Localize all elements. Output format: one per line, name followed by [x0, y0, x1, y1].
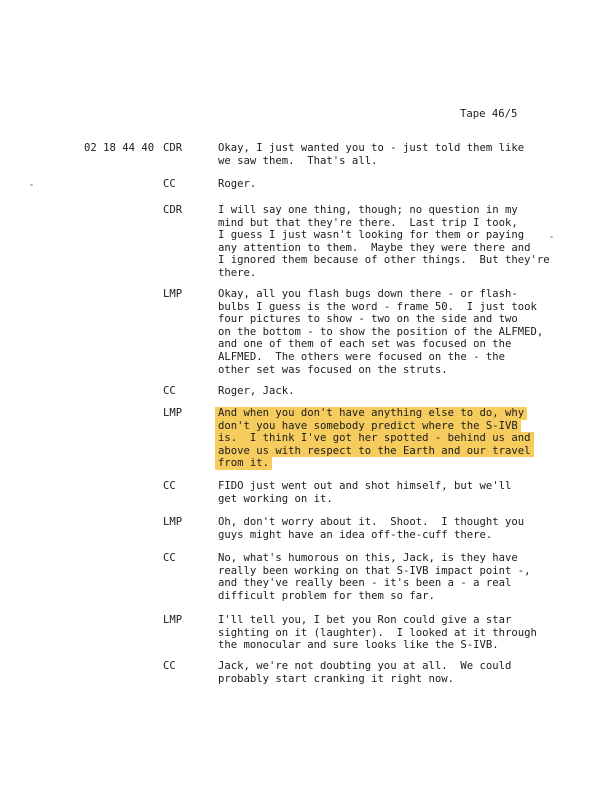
speaker: CDR — [163, 142, 183, 154]
dialogue — [218, 480, 548, 505]
dialogue-line: from it. — [215, 457, 272, 470]
tape-label: Tape 46/5 — [460, 108, 518, 120]
dialogue-line: And when you don't have anything else to do, why — [215, 407, 527, 420]
speaker: CC — [163, 552, 176, 564]
dialogue-line: I guess I just wasn't looking for them or paying — [218, 229, 525, 242]
dialogue-line: FIDO just went out and shot himself, but we'll — [218, 480, 512, 492]
dialogue-line: is. I think I've got her spotted - behind us and — [215, 432, 534, 445]
dialogue-line: there. — [218, 266, 257, 279]
dialogue-line: I'll tell you, I bet you Ron could give a star — [218, 614, 512, 626]
dialogue-line: sighting on it (laughter). I looked at it through — [218, 626, 537, 639]
speaker: LMP — [163, 407, 183, 419]
dialogue-line: bulbs I guess is the word - frame 50. I just took — [218, 300, 537, 313]
dialogue — [218, 660, 548, 685]
dialogue-line: mind but that they're there. Last trip I took, — [218, 216, 518, 229]
dialogue-line: Roger. — [218, 178, 257, 190]
speaker: CC — [163, 480, 176, 492]
dialogue-line: I will say one thing, though; no question in my — [218, 204, 518, 216]
dialogue-line: above us with respect to the Earth and our travel — [215, 445, 534, 458]
dialogue — [218, 516, 548, 541]
dialogue-line: guys might have an idea off-the-cuff there. — [218, 528, 493, 541]
dialogue-line: Jack, we're not doubting you at all. We could — [218, 660, 512, 672]
timestamp: 02 18 44 40 — [84, 142, 155, 154]
dialogue-line: other set was focused on the struts. — [218, 363, 448, 376]
dialogue-line: probably start cranking it right now. — [218, 672, 454, 685]
dialogue-line: and one of them of each set was focused on the — [218, 338, 512, 351]
speaker: LMP — [163, 288, 183, 300]
paper-speck — [30, 184, 33, 186]
speaker: LMP — [163, 614, 183, 626]
dialogue-line: difficult problem for them so far. — [218, 589, 435, 602]
speaker: CDR — [163, 204, 183, 216]
speaker: LMP — [163, 516, 183, 528]
dialogue-line: four pictures to show - two on the side and two — [218, 313, 518, 326]
dialogue-line: the monocular and sure looks like the S-IVB. — [218, 639, 499, 652]
dialogue-line: ALFMED. The others were focused on the - the — [218, 350, 506, 363]
dialogue-line: No, what's humorous on this, Jack, is they have — [218, 552, 518, 564]
highlighted-dialogue — [218, 407, 548, 470]
paper-speck — [550, 236, 553, 238]
dialogue-line: any attention to them. Maybe they were there and — [218, 241, 531, 254]
dialogue-line: don't you have somebody predict where the S-IVB — [215, 420, 521, 433]
dialogue — [218, 142, 548, 167]
dialogue — [218, 288, 548, 376]
dialogue — [218, 204, 548, 280]
dialogue-line: Roger, Jack. — [218, 385, 295, 397]
dialogue-line: really been working on that S-IVB impact point -, — [218, 564, 531, 577]
dialogue-line: I ignored them because of other things. But they're — [218, 254, 550, 267]
dialogue-line: and they've really been - it's been a - a real — [218, 577, 512, 590]
dialogue-line: Okay, I just wanted you to - just told them like — [218, 142, 525, 154]
dialogue-line: we saw them. That's all. — [218, 154, 378, 167]
dialogue — [218, 552, 548, 602]
speaker: CC — [163, 385, 176, 397]
dialogue-line: Oh, don't worry about it. Shoot. I thought you — [218, 516, 525, 528]
dialogue — [218, 178, 548, 191]
dialogue — [218, 614, 548, 652]
dialogue-line: Okay, all you flash bugs down there - or flash- — [218, 288, 518, 300]
dialogue-line: on the bottom - to show the position of the ALFMED, — [218, 325, 544, 338]
dialogue — [218, 385, 548, 398]
dialogue-line: get working on it. — [218, 492, 333, 505]
speaker: CC — [163, 660, 176, 672]
speaker: CC — [163, 178, 176, 190]
